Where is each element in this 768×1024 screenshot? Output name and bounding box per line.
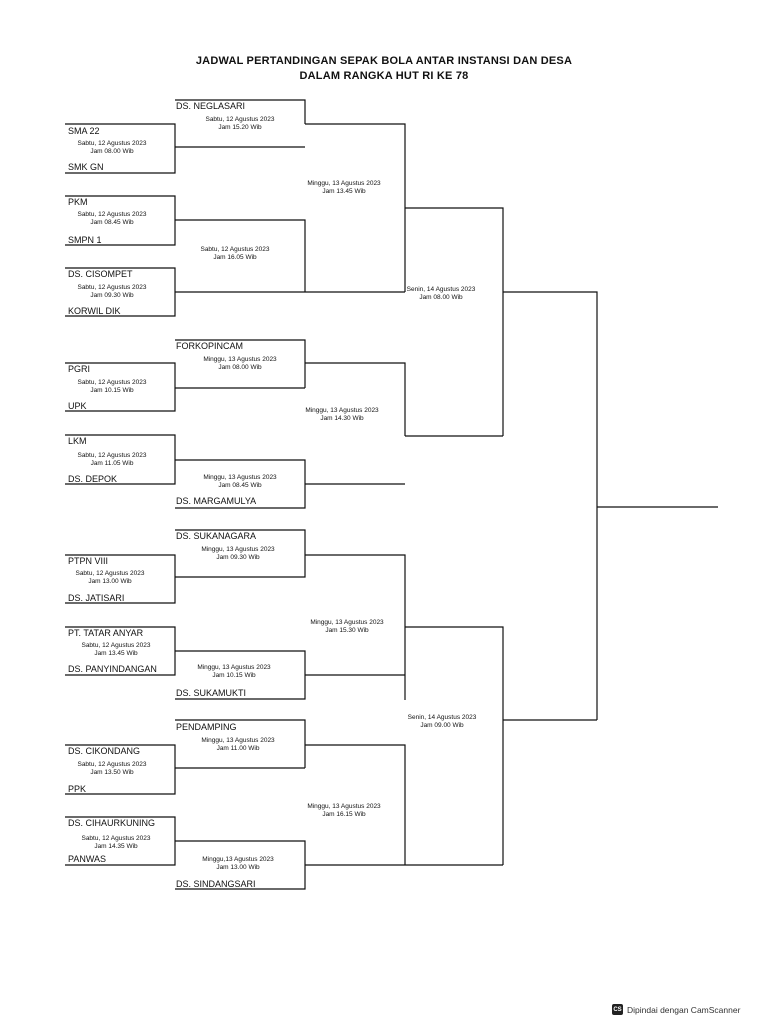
match-schedule bbox=[203, 474, 276, 489]
match-schedule bbox=[307, 803, 380, 818]
team-panyindangan: DS. PANYINDANGAN bbox=[68, 664, 157, 674]
team-sukamukti: DS. SUKAMUKTI bbox=[176, 688, 247, 698]
match-time: Jam 09.30 Wib bbox=[216, 553, 260, 561]
match-time: Jam 16.05 Wib bbox=[213, 253, 257, 261]
camscanner-icon: CS bbox=[612, 1004, 623, 1015]
team-ppk: PPK bbox=[68, 784, 87, 794]
match-time: Jam 15.20 Wib bbox=[218, 123, 262, 131]
match-schedule bbox=[77, 140, 146, 155]
team-tatar: PT. TATAR ANYAR bbox=[68, 628, 144, 638]
match-time: Jam 08.45 Wib bbox=[218, 481, 262, 489]
match-schedule bbox=[77, 211, 146, 226]
match-time: Jam 13.50 Wib bbox=[90, 768, 134, 776]
team-smpn1: SMPN 1 bbox=[68, 235, 102, 245]
match-date: Minggu, 13 Agustus 2023 bbox=[201, 546, 275, 553]
match-schedule bbox=[407, 286, 476, 301]
team-sma22: SMA 22 bbox=[68, 126, 100, 136]
match-date: Minggu, 13 Agustus 2023 bbox=[203, 356, 277, 363]
match-date: Sabtu, 12 Agustus 2023 bbox=[77, 211, 147, 218]
team-ptpn: PTPN VIII bbox=[68, 556, 109, 566]
bracket-line bbox=[305, 124, 405, 292]
match-date: Sabtu, 12 Agustus 2023 bbox=[81, 642, 151, 649]
match-time: Jam 09.30 Wib bbox=[90, 291, 134, 299]
page-title: JADWAL PERTANDINGAN SEPAK BOLA ANTAR INSTANSI DAN DESA bbox=[195, 55, 573, 67]
match-date: Sabtu, 12 Agustus 2023 bbox=[77, 761, 147, 768]
team-cihaurkuning: DS. CIHAURKUNING bbox=[68, 818, 156, 828]
match-time: Jam 10.15 Wib bbox=[212, 671, 256, 679]
match-schedule bbox=[205, 116, 274, 131]
match-time: Jam 11.05 Wib bbox=[90, 459, 134, 467]
match-time: Jam 13.45 Wib bbox=[322, 187, 366, 195]
team-jatisari: DS. JATISARI bbox=[68, 593, 125, 603]
bracket-line bbox=[405, 627, 503, 865]
match-schedule bbox=[201, 737, 274, 752]
match-date: Minggu, 13 Agustus 2023 bbox=[305, 407, 379, 414]
team-upk: UPK bbox=[68, 401, 87, 411]
match-schedule bbox=[77, 761, 146, 776]
match-time: Jam 10.15 Wib bbox=[90, 386, 134, 394]
match-date: Sabtu, 12 Agustus 2023 bbox=[200, 246, 270, 253]
match-date: Senin, 14 Agustus 2023 bbox=[406, 286, 476, 293]
match-date: Minggu, 13 Agustus 2023 bbox=[310, 619, 384, 626]
team-pgri: PGRI bbox=[68, 364, 91, 374]
team-depok: DS. DEPOK bbox=[68, 474, 118, 484]
team-panwas: PANWAS bbox=[68, 854, 107, 864]
match-date: Sabtu, 12 Agustus 2023 bbox=[205, 116, 275, 123]
match-time: Jam 13.00 Wib bbox=[88, 577, 132, 585]
match-schedule bbox=[81, 642, 150, 657]
match-time: Jam 13.45 Wib bbox=[94, 649, 138, 657]
match-time: Jam 09.00 Wib bbox=[420, 721, 464, 729]
team-pkm: PKM bbox=[68, 197, 88, 207]
match-date: Sabtu, 12 Agustus 2023 bbox=[77, 379, 147, 386]
match-schedule bbox=[77, 379, 146, 394]
team-neglasari: DS. NEGLASARI bbox=[176, 101, 246, 111]
camscanner-text: Dipindai dengan CamScanner bbox=[627, 1004, 741, 1015]
match-time: Jam 11.00 Wib bbox=[216, 744, 260, 752]
team-sindangsari: DS. SINDANGSARI bbox=[176, 879, 256, 889]
camscanner-watermark bbox=[612, 1004, 740, 1015]
match-schedule bbox=[305, 407, 378, 422]
match-time: Jam 14.35 Wib bbox=[94, 842, 138, 850]
match-date: Minggu,13 Agustus 2023 bbox=[202, 856, 274, 863]
team-korwil: KORWIL DIK bbox=[68, 306, 121, 316]
match-date: Sabtu, 12 Agustus 2023 bbox=[77, 140, 147, 147]
match-time: Jam 15.30 Wib bbox=[325, 626, 369, 634]
match-schedule bbox=[202, 856, 274, 871]
page-subtitle: DALAM RANGKA HUT RI KE 78 bbox=[299, 70, 469, 82]
match-schedule bbox=[77, 452, 146, 467]
match-schedule bbox=[197, 664, 270, 679]
team-pendamping: PENDAMPING bbox=[176, 722, 237, 732]
match-schedule bbox=[200, 246, 269, 261]
team-forkopincam: FORKOPINCAM bbox=[176, 341, 244, 351]
match-schedule bbox=[408, 714, 477, 729]
match-date: Sabtu, 12 Agustus 2023 bbox=[77, 284, 147, 291]
team-sukanagara: DS. SUKANAGARA bbox=[176, 531, 257, 541]
match-schedule bbox=[307, 180, 380, 195]
match-time: Jam 16.15 Wib bbox=[322, 810, 366, 818]
match-date: Minggu, 13 Agustus 2023 bbox=[307, 180, 381, 187]
match-time: Jam 08.00 Wib bbox=[90, 147, 134, 155]
match-date: Minggu, 13 Agustus 2023 bbox=[197, 664, 271, 671]
match-date: Minggu, 13 Agustus 2023 bbox=[307, 803, 381, 810]
team-lkm: LKM bbox=[68, 436, 87, 446]
match-date: Minggu, 13 Agustus 2023 bbox=[203, 474, 277, 481]
match-time: Jam 08.45 Wib bbox=[90, 218, 134, 226]
match-time: Jam 08.00 Wib bbox=[419, 293, 463, 301]
match-time: Jam 08.00 Wib bbox=[218, 363, 262, 371]
match-date: Senin, 14 Agustus 2023 bbox=[407, 714, 477, 721]
bracket-line bbox=[503, 292, 597, 720]
match-schedule bbox=[75, 570, 144, 585]
match-date: Sabtu, 12 Agustus 2023 bbox=[75, 570, 145, 577]
team-smkgn: SMK GN bbox=[68, 162, 104, 172]
match-schedule bbox=[77, 284, 146, 299]
match-date: Minggu, 13 Agustus 2023 bbox=[201, 737, 275, 744]
match-schedule bbox=[203, 356, 276, 371]
bracket-line bbox=[305, 363, 405, 436]
match-schedule bbox=[310, 619, 383, 634]
match-schedule bbox=[81, 835, 150, 850]
match-schedule bbox=[201, 546, 274, 561]
team-cisompet: DS. CISOMPET bbox=[68, 269, 133, 279]
match-date: Sabtu, 12 Agustus 2023 bbox=[81, 835, 151, 842]
match-time: Jam 14.30 Wib bbox=[320, 414, 364, 422]
team-cikondang: DS. CIKONDANG bbox=[68, 746, 141, 756]
match-date: Sabtu, 12 Agustus 2023 bbox=[77, 452, 147, 459]
bracket-line bbox=[405, 208, 503, 436]
team-margamulya: DS. MARGAMULYA bbox=[176, 496, 257, 506]
match-time: Jam 13.00 Wib bbox=[216, 863, 260, 871]
